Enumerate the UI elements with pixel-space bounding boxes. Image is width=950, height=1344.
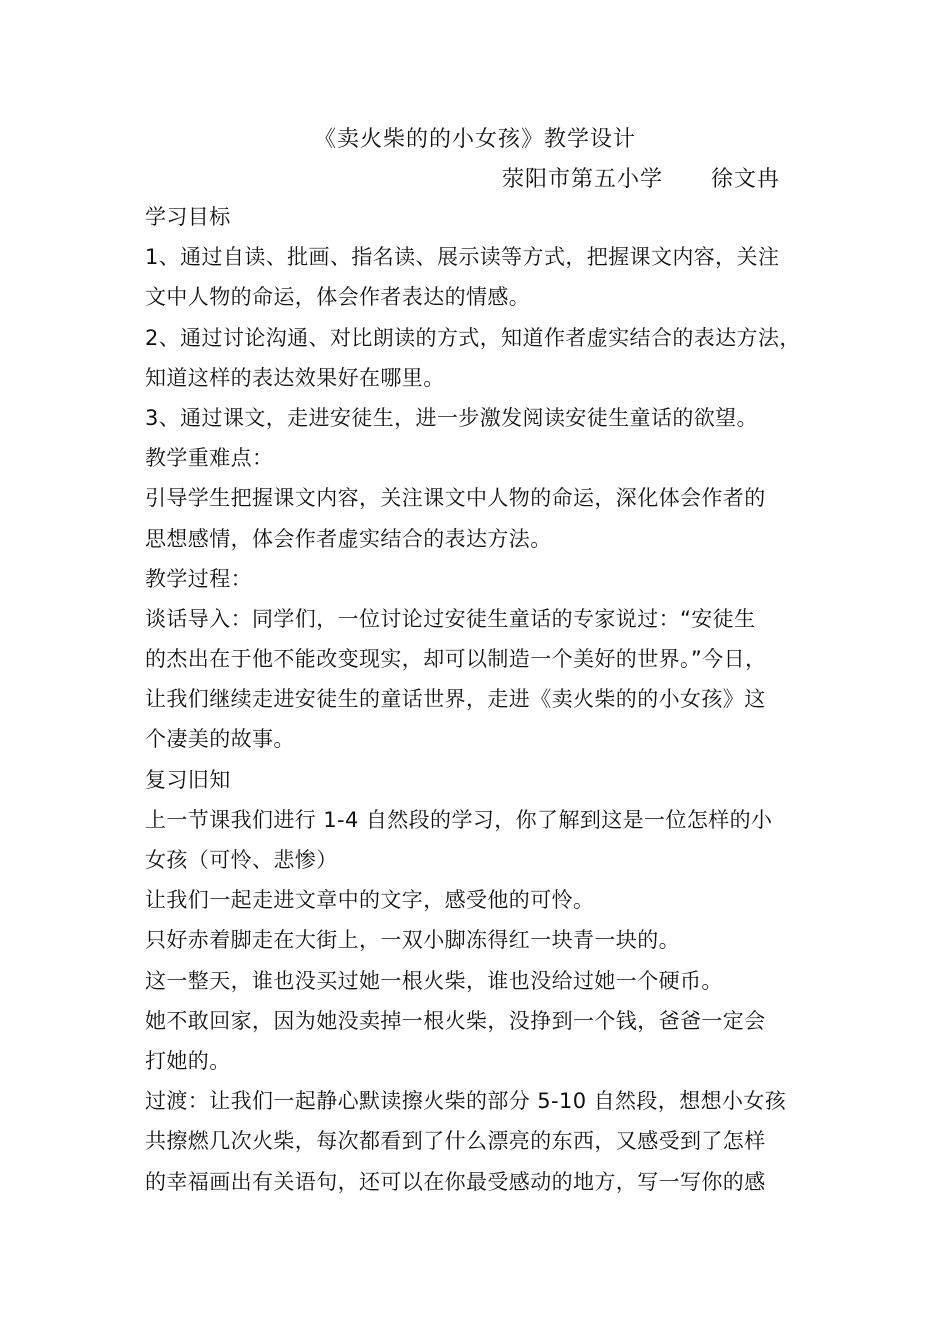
document-author: 荥阳市第五小学 徐文冉 xyxy=(502,167,780,192)
body-line: 打她的。 xyxy=(145,1048,231,1073)
body-line: 过渡：让我们一起静心默读擦火柴的部分 5-10 自然段，想想小女孩 xyxy=(145,1089,787,1114)
body-line: 上一节课我们进行 1-4 自然段的学习，你了解到这是一位怎样的小 xyxy=(145,807,773,832)
document-title: 《卖火柴的的小女孩》教学设计 xyxy=(313,127,636,152)
document-body xyxy=(145,197,835,1202)
body-line: 个凄美的故事。 xyxy=(145,727,295,752)
body-line: 这一整天，谁也没买过她一根火柴，谁也没给过她一个硬币。 xyxy=(145,968,723,993)
body-line: 1、通过自读、批画、指名读、展示读等方式，把握课文内容，关注 xyxy=(145,245,780,270)
body-line: 让我们一起走进文章中的文字，感受他的可怜。 xyxy=(145,888,595,913)
body-line: 她不敢回家，因为她没卖掉一根火柴，没挣到一个钱，爸爸一定会 xyxy=(145,1008,766,1033)
body-line: 3、通过课文，走进安徒生，进一步激发阅读安徒生童话的欲望。 xyxy=(145,405,758,430)
body-line: 的幸福画出有关语句，还可以在你最受感动的地方，写一写你的感 xyxy=(145,1169,766,1194)
body-line: 女孩（可怜、悲惨） xyxy=(145,848,338,872)
body-line: 的杰出在于他不能改变现实，却可以制造一个美好的世界。”今日， xyxy=(145,647,767,672)
body-line: 只好赤着脚走在大街上，一双小脚冻得红一块青一块的。 xyxy=(145,928,680,953)
body-line: 让我们继续走进安徒生的童话世界，走进《卖火柴的的小女孩》这 xyxy=(145,687,766,712)
body-line: 2、通过讨论沟通、对比朗读的方式，知道作者虚实结合的表达方法， xyxy=(145,325,801,350)
body-line: 文中人物的命运，体会作者表达的情感。 xyxy=(145,285,531,310)
body-line: 学习目标 xyxy=(145,205,231,229)
body-line: 教学过程： xyxy=(145,566,252,591)
body-line: 知道这样的表达效果好在哪里。 xyxy=(145,365,445,390)
body-line: 复习旧知 xyxy=(145,767,231,792)
body-line: 教学重难点： xyxy=(145,446,274,471)
body-line: 思想感情，体会作者虚实结合的表达方法。 xyxy=(145,526,552,551)
body-line: 引导学生把握课文内容，关注课文中人物的命运，深化体会作者的 xyxy=(145,486,766,511)
body-line: 谈话导入：同学们，一位讨论过安徒生童话的专家说过：“安徒生 xyxy=(145,606,756,631)
body-line: 共擦燃几次火柴，每次都看到了什么漂亮的东西，又感受到了怎样 xyxy=(145,1129,766,1154)
